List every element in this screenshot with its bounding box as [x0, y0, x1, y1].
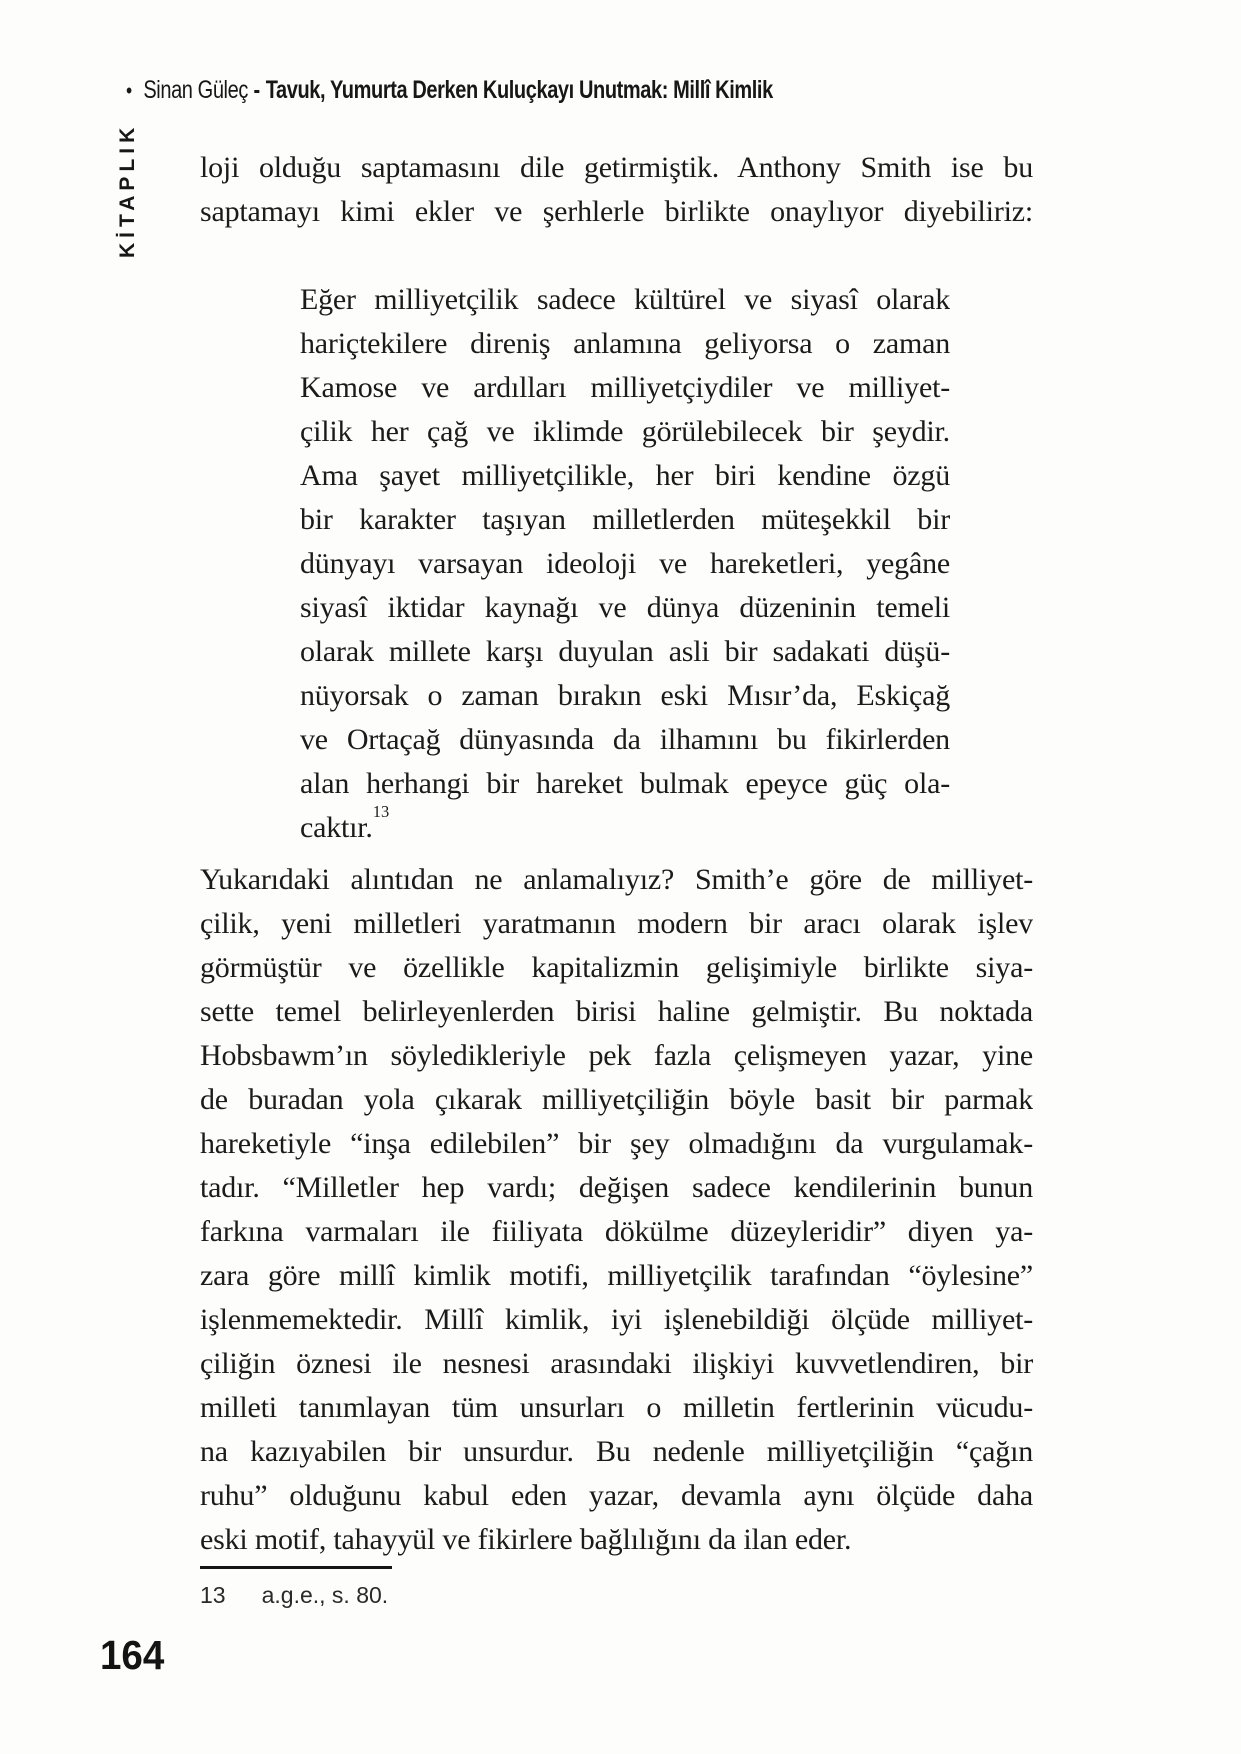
text-line: tadır. “Milletler hep vardı; değişen sadece kendilerinin bunun: [200, 1171, 1033, 1204]
text-line: Yukarıdaki alıntıdan ne anlamalıyız? Smith’e göre de milliyet-: [200, 863, 1033, 896]
running-header: [126, 76, 773, 105]
text-line: ve Ortaçağ dünyasında da ilhamını bu fikirlerden: [300, 723, 950, 756]
text-line: çilik her çağ ve iklimde görülebilecek bir şeydir.: [300, 415, 950, 448]
text-line: siyasî iktidar kaynağı ve dünya düzeninin temeli: [300, 591, 950, 624]
paragraph-body: [200, 858, 1033, 1562]
text-line: Ama şayet milliyetçilikle, her biri kendine özgü: [300, 459, 950, 492]
text-line: sette temel belirleyenlerden birisi haline gelmiştir. Bu noktada: [200, 995, 1033, 1028]
text-line: görmüştür ve özellikle kapitalizmin gelişimiyle birlikte siya-: [200, 951, 1033, 984]
text-line: caktır.$^{13}$: [300, 801, 390, 844]
text-line: zara göre millî kimlik motifi, milliyetçilik tarafından “öylesine”: [200, 1259, 1033, 1292]
footnote-text: a.g.e., s. 80.: [261, 1582, 389, 1608]
text-line: eski motif, tahayyül ve fikirlere bağlılığını da ilan eder.: [200, 1523, 852, 1556]
text-line: ruhu” olduğunu kabul eden yazar, devamla aynı ölçüde daha: [200, 1479, 1033, 1512]
header-author: Sinan Güleç: [143, 76, 248, 104]
header-book-title: Tavuk, Yumurta Derken Kuluçkayı Unutmak: Millî Kimlik: [265, 76, 773, 104]
footnote: [200, 1582, 388, 1609]
text-line: loji olduğu saptamasını dile getirmiştik. Anthony Smith ise bu: [200, 151, 1033, 184]
footnote-divider: [200, 1566, 392, 1569]
text-line: saptamayı kimi ekler ve şerhlerle birlikte onaylıyor diyebiliriz:: [200, 195, 1033, 228]
page-number: 164: [100, 1632, 165, 1678]
paragraph-lead: [200, 146, 1033, 234]
text-line: hariçtekilere direniş anlamına geliyorsa o zaman: [300, 327, 950, 360]
text-line: Kamose ve ardılları milliyetçiydiler ve milliyet-: [300, 371, 950, 404]
header-separator: -: [247, 76, 266, 104]
text-line: farkına varmaları ile fiiliyata dökülme düzeyleridir” diyen ya-: [200, 1215, 1033, 1248]
text-line: çilik, yeni milletleri yaratmanın modern bir aracı olarak işlev: [200, 907, 1033, 940]
text-line: de buradan yola çıkarak milliyetçiliğin böyle basit bir parmak: [200, 1083, 1033, 1116]
blockquote: [300, 278, 950, 850]
text-line: çiliğin öznesi ile nesnesi arasındaki ilişkiyi kuvvetlendiren, bir: [200, 1347, 1033, 1380]
footnote-number: 13: [200, 1582, 226, 1608]
text-line: Eğer milliyetçilik sadece kültürel ve siyasî olarak: [300, 283, 950, 316]
text-line: alan herhangi bir hareket bulmak epeyce güç ola-: [300, 767, 950, 800]
text-line: dünyayı varsayan ideoloji ve hareketleri, yegâne: [300, 547, 950, 580]
text-line: olarak millete karşı duyulan asli bir sadakati düşü-: [300, 635, 950, 668]
text-line: nüyorsak o zaman bırakın eski Mısır’da, Eskiçağ: [300, 679, 950, 712]
text-line: bir karakter taşıyan milletlerden müteşekkil bir: [300, 503, 950, 536]
text-line: na kazıyabilen bir unsurdur. Bu nedenle milliyetçiliğin “çağın: [200, 1435, 1033, 1468]
bullet-icon: •: [126, 77, 133, 103]
text-line: hareketiyle “inşa edilebilen” bir şey olmadığını da vurgulamak-: [200, 1127, 1033, 1160]
text-line: işlenmemektedir. Millî kimlik, iyi işlenebildiği ölçüde milliyet-: [200, 1303, 1033, 1336]
text-line: milleti tanımlayan tüm unsurları o milletin fertlerinin vücudu-: [200, 1391, 1033, 1424]
series-label-vertical: KİTAPLIK: [116, 122, 139, 258]
footnote-ref: 13: [372, 801, 390, 821]
text-line: Hobsbawm’ın söyledikleriyle pek fazla çelişmeyen yazar, yine: [200, 1039, 1033, 1072]
